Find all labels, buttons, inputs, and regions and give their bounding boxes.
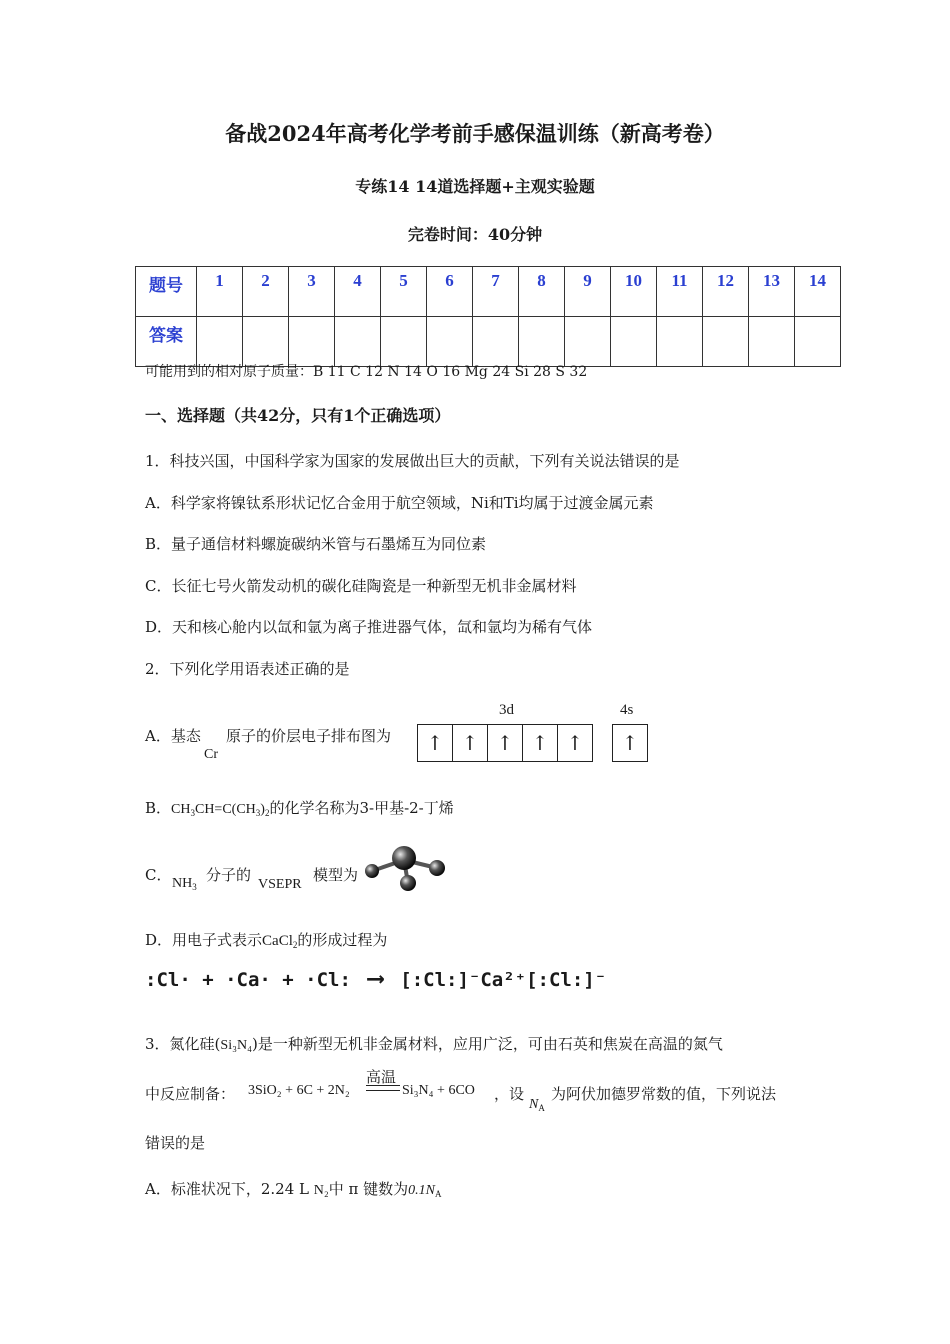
formula-part: CaCl [262,933,293,949]
option-text: 的化学名称为3-甲基-2-丁烯 [269,799,454,817]
formula-part: CH=C(CH [194,802,256,817]
up-arrow-icon: ↑ [621,731,639,755]
question-number: 5 [381,267,427,317]
q2-option-b [145,797,454,818]
lewis-reactants: :Cl· + ·Ca· + ·Cl: [145,969,351,991]
atom-sphere [400,875,416,891]
document-title: 备战2024年高考化学考前手感保温训练（新高考卷） [225,121,725,146]
orbital-box [557,724,593,762]
cacl2-formula [262,933,297,949]
q2-option-c-mid: 分子的 [206,866,252,884]
subscript: A [538,1103,545,1113]
up-arrow-icon: ↑ [566,731,584,755]
answer-cell[interactable] [795,317,841,367]
formula-part: NH [172,876,193,891]
reaction-condition: 高温 [366,1070,397,1086]
q2-option-c-suffix: 模型为 [313,866,359,884]
q1-option-a: A．科学家将镍钛系形状记忆合金用于航空领域，Ni和Ti均属于过渡金属元素 [145,494,654,512]
answer-cell[interactable] [381,317,427,367]
answer-cell[interactable] [473,317,519,367]
answer-cell[interactable] [427,317,473,367]
orbital-box [452,724,487,762]
formula-part: CH [171,802,191,817]
orbital-label-4s: 4s [620,702,634,718]
answer-cell[interactable] [657,317,703,367]
q3-line2-mid: ，设 [494,1085,525,1103]
question-number: 4 [335,267,381,317]
atomic-masses: 可能用到的相对原子质量：B 11 C 12 N 14 O 16 Mg 24 Si 28 S 32 [145,364,588,380]
q1-option-c: C．长征七号火箭发动机的碳化硅陶瓷是一种新型无机非金属材料 [145,577,577,595]
reaction-arrow-icon: ⟶ [368,964,383,992]
si3n4-formula: Si₃N₄ [220,1038,252,1053]
up-arrow-icon: ↑ [461,731,479,755]
orbital-label-3d: 3d [499,702,514,718]
q1-option-d: D．天和核心舱内以氙和氩为离子推进器气体，氙和氩均为稀有气体 [145,618,593,636]
answer-label: 答案 [136,317,197,367]
answer-table [135,266,841,367]
q2-stem: 2．下列化学用语表述正确的是 [145,660,350,678]
question-number: 11 [657,267,703,317]
answer-cell[interactable] [289,317,335,367]
q2-option-a-suffix: 原子的价层电子排布图为 [226,727,392,745]
n2-formula: N₂ [313,1183,329,1198]
up-arrow-icon: ↑ [531,731,549,755]
q2-option-c-prefix: C． [145,866,172,884]
answer-table-answer-row [136,317,841,367]
value-part: 0.1N [408,1183,435,1198]
equation-right: Si₃N₄ + 6CO [402,1083,475,1098]
question-number-label: 题号 [136,267,197,317]
answer-cell[interactable] [703,317,749,367]
document-subtitle: 专练14 14道选择题+主观实验题 [355,177,595,196]
equals-sign [366,1085,400,1091]
q2-option-a-prefix: A．基态 [145,727,201,745]
subscript: A [434,1189,442,1199]
question-number: 2 [243,267,289,317]
question-number: 14 [795,267,841,317]
q3-line3: 错误的是 [145,1134,206,1152]
up-arrow-icon: ↑ [426,731,444,755]
question-number: 12 [703,267,749,317]
cr-symbol: Cr [204,747,218,762]
value [408,1183,441,1198]
answer-cell[interactable] [335,317,381,367]
option-prefix: D．用电子式表示 [145,931,263,949]
nh3-formula [172,876,197,892]
q3-line2-prefix: 中反应制备： [145,1085,236,1103]
q3-stem [145,1033,723,1054]
formula-part: ) [260,802,265,817]
q3-line2-suffix: 为阿伏加德罗常数的值，下列说法 [551,1085,777,1103]
stem-text: )是一种新型无机非金属材料，应用广泛，可由石英和焦炭在高温的氮气 [251,1035,723,1053]
answer-cell[interactable] [197,317,243,367]
option-text: 的形成过程为 [297,931,388,949]
stem-text: 3．氮化硅( [145,1035,221,1053]
exam-time: 完卷时间：40分钟 [407,225,543,244]
answer-cell[interactable] [611,317,657,367]
vsepr-label: VSEPR [258,877,302,892]
option-prefix: B． [145,799,172,817]
formula [171,802,269,817]
answer-cell[interactable] [565,317,611,367]
orbital-diagram-4s [612,724,648,762]
q1-option-b: B．量子通信材料螺旋碳纳米管与石墨烯互为同位素 [145,535,487,553]
vsepr-model-image [362,843,450,895]
orbital-box [417,724,452,762]
orbital-box [487,724,522,762]
subscript: 2 [292,940,298,950]
lewis-product: [:Cl:]⁻Ca²⁺[:Cl:]⁻ [400,969,607,991]
atom-sphere [365,864,379,878]
up-arrow-icon: ↑ [496,731,514,755]
question-number: 10 [611,267,657,317]
atom-sphere [392,846,416,870]
orbital-diagram-3d [417,724,593,762]
q1-stem: 1．科技兴国，中国科学家为国家的发展做出巨大的贡献，下列有关说法错误的是 [145,452,680,470]
orbital-box [612,724,648,762]
question-number: 13 [749,267,795,317]
na-symbol [529,1097,545,1113]
option-text: 中 π 键数为 [328,1180,409,1198]
question-number: 8 [519,267,565,317]
question-number: 3 [289,267,335,317]
electron-formation-diagram [145,964,606,992]
subscript: 3 [192,882,197,892]
answer-table-header-row [136,267,841,317]
subscript: 3 [190,808,195,818]
atom-sphere [429,860,445,876]
answer-cell[interactable] [749,317,795,367]
question-number: 9 [565,267,611,317]
answer-cell[interactable] [243,317,289,367]
question-number: 1 [197,267,243,317]
symbol-part: N [529,1097,539,1112]
answer-cell[interactable] [519,317,565,367]
question-number: 7 [473,267,519,317]
orbital-box [522,724,557,762]
option-prefix: A．标准状况下，2.24 L [145,1180,314,1198]
equation-left: 3SiO₂ + 6C + 2N₂ [248,1083,350,1098]
q3-option-a [145,1178,441,1199]
q2-option-d [145,929,387,950]
subscript: 3 [255,808,261,818]
subscript: 2 [264,808,270,818]
section-heading: 一、选择题（共42分，只有1个正确选项） [145,406,451,425]
question-number: 6 [427,267,473,317]
